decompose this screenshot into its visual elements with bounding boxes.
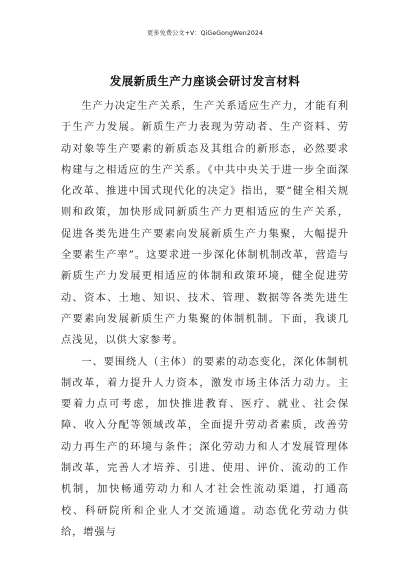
body-paragraph-section-one: 一、要围绕人（主体）的要素的动态变化，深化体制机制改革，着力提升人力资本，激发市场主体活力动力。主要着力点可考虑，加快推进教育、医疗、就业、社会保障、收入分配等领域改革，全面提升劳动者素质，改善劳动力再生产的环境与条件；深化劳动力和人才发展管理体制改革，完善人才培养、引进、使用、评价、流动的工作机制，加快畅通劳动力和人才社会性流动渠道，打通高校、科研院所和企业人才交流通道。动态优化劳动力供给，增强与	[61, 356, 349, 538]
body-paragraph-intro: 生产力决定生产关系，生产关系适应生产力，才能有利于生产力发展。新质生产力表现为劳动者、生产资料、劳动对象等生产要素的新质态及其组合的新形态，必然要求构建与之相适应的生产关系。《中共中央关于进一步全面深化改革、推进中国式现代化的决定》指出，要“健全相关规则和政策，加快形成同新质生产力更相适应的生产关系，促进各类先进生产要素向发展新质生产力集聚，大幅提升全要素生产率”。这要求进一步深化体制机制改革，营造与新质生产力发展更相适应的体制和政策环境，健全促进劳动、资本、土地、知识、技术、管理、数据等各类先进生产要素向发展新质生产力集聚的体制机制。下面，我谈几点浅见，以供大家参考。	[61, 101, 349, 347]
document-title: 发展新质生产力座谈会研讨发言材料	[109, 74, 301, 88]
header-note: 更多免费公文+V：QiGeGongWen2024	[147, 30, 263, 37]
document-body	[61, 96, 349, 543]
